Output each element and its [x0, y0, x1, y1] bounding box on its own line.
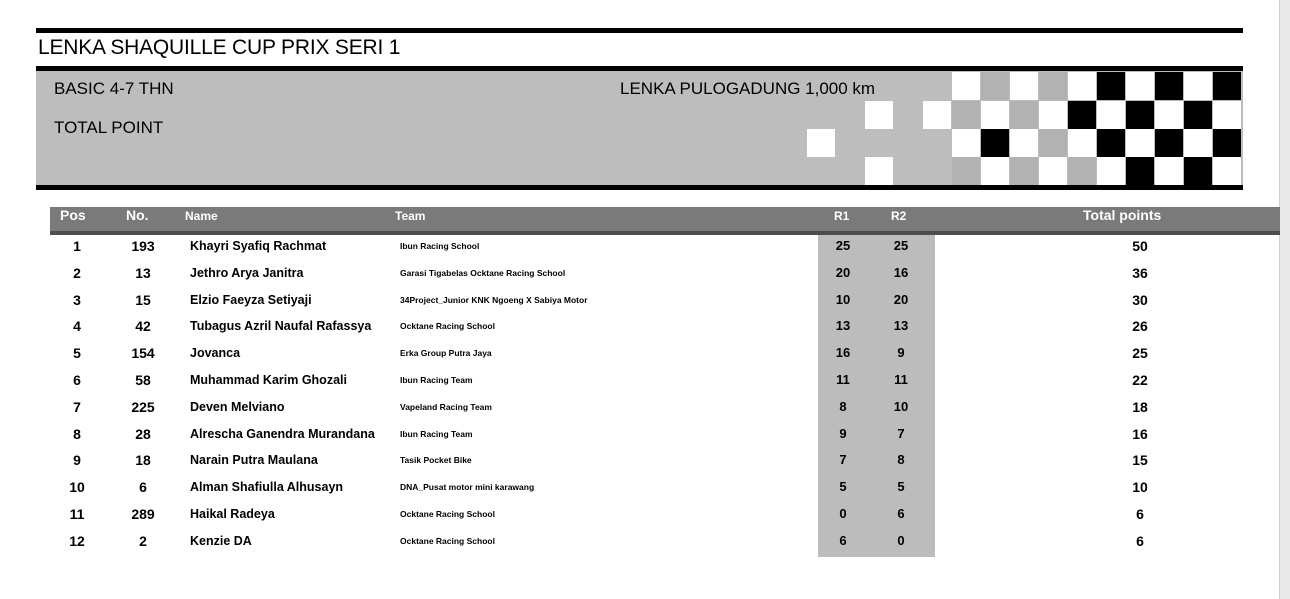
flag-square: [1184, 157, 1212, 185]
round2-points-cell: 13: [893, 318, 909, 334]
col-header-no: No.: [126, 207, 149, 223]
event-title: LENKA SHAQUILLE CUP PRIX SERI 1: [38, 36, 401, 59]
flag-square: [1155, 129, 1183, 157]
total-points-cell: 18: [1132, 398, 1148, 415]
round1-points-cell: 6: [839, 532, 847, 548]
table-header-shadow: [50, 231, 1280, 235]
position-cell: 11: [69, 506, 85, 522]
table-row: [0, 450, 1280, 477]
position-cell: 9: [73, 452, 81, 469]
table-row: [0, 343, 1280, 370]
number-cell: 18: [135, 452, 151, 469]
flag-square: [1213, 129, 1241, 157]
round2-points-cell: 20: [893, 291, 909, 307]
col-header-name: Name: [185, 209, 218, 223]
team-cell: Ibun Racing Team: [400, 375, 473, 385]
number-cell: 289: [131, 506, 155, 522]
flag-square: [981, 129, 1009, 157]
team-cell: Tasik Pocket Bike: [400, 455, 472, 466]
col-header-pos: Pos: [60, 207, 86, 223]
team-cell: Vapeland Racing Team: [400, 401, 492, 412]
total-points-cell: 6: [1136, 506, 1144, 522]
table-row: [0, 531, 1280, 558]
header-bottom-rule: [36, 185, 1243, 190]
round1-points-cell: 16: [835, 345, 851, 361]
number-cell: 6: [139, 479, 147, 496]
flag-square: [1155, 72, 1183, 100]
flag-square: [1097, 157, 1125, 185]
col-header-r2: R2: [891, 209, 907, 223]
rider-name-cell: Tubagus Azril Naufal Rafassya: [190, 319, 372, 334]
table-row: [0, 504, 1280, 531]
col-header-team: Team: [395, 209, 426, 223]
round2-points-cell: 16: [893, 264, 909, 280]
team-cell: Ocktane Racing School: [400, 321, 495, 332]
rider-name-cell: Elzio Faeyza Setiyaji: [190, 292, 312, 307]
team-cell: Erka Group Putra Jaya: [400, 348, 492, 359]
flag-square: [1010, 101, 1038, 129]
team-cell: DNA_Pusat motor mini karawang: [400, 482, 535, 493]
position-cell: 3: [73, 291, 81, 308]
flag-square: [1155, 157, 1183, 185]
number-cell: 2: [139, 532, 147, 549]
round1-points-cell: 10: [835, 291, 851, 307]
number-cell: 58: [135, 372, 151, 388]
round2-points-cell: 7: [897, 425, 905, 441]
total-points-cell: 22: [1132, 372, 1148, 388]
round1-points-cell: 0: [839, 506, 847, 521]
table-row: [0, 236, 1280, 263]
table-row: [0, 397, 1280, 424]
team-cell: Ibun Racing School: [400, 241, 480, 251]
category-label: BASIC 4-7 THN: [54, 79, 174, 98]
number-cell: 15: [135, 291, 151, 308]
team-cell: Ocktane Racing School: [400, 535, 495, 546]
number-cell: 42: [135, 318, 151, 335]
round2-points-cell: 8: [897, 452, 905, 468]
venue-label: LENKA PULOGADUNG 1,000 km: [620, 79, 876, 98]
team-cell: Ocktane Racing School: [400, 509, 495, 519]
table-row: [0, 316, 1280, 343]
position-cell: 4: [73, 318, 81, 335]
number-cell: 154: [131, 345, 155, 362]
top-rule: [36, 28, 1243, 33]
round2-points-cell: 0: [897, 532, 905, 548]
round2-points-cell: 5: [897, 479, 905, 495]
number-cell: 28: [135, 425, 151, 442]
rider-name-cell: Kenzie DA: [190, 533, 252, 548]
flag-square: [1039, 101, 1067, 129]
flag-square: [1010, 157, 1038, 185]
flag-square: [1126, 72, 1154, 100]
table-row: [0, 370, 1280, 397]
flag-square: [1068, 157, 1096, 185]
total-points-cell: 25: [1132, 345, 1148, 362]
round1-points-cell: 5: [839, 479, 847, 495]
position-cell: 5: [73, 345, 81, 362]
position-cell: 1: [73, 238, 81, 254]
flag-square: [807, 129, 835, 157]
flag-square: [865, 101, 893, 129]
position-cell: 6: [73, 372, 81, 388]
total-points-cell: 26: [1132, 318, 1148, 335]
col-header-total: Total points: [1083, 207, 1162, 223]
flag-square: [1068, 129, 1096, 157]
flag-square: [981, 72, 1009, 100]
team-cell: Ibun Racing Team: [400, 428, 473, 439]
round1-points-cell: 7: [839, 452, 847, 468]
flag-square: [952, 101, 980, 129]
rider-name-cell: Khayri Syafiq Rachmat: [190, 239, 327, 253]
flag-square: [1213, 157, 1241, 185]
flag-square: [981, 157, 1009, 185]
flag-square: [1184, 101, 1212, 129]
subtitle-label: TOTAL POINT: [54, 118, 164, 137]
round1-points-cell: 8: [839, 398, 847, 414]
flag-square: [1126, 157, 1154, 185]
flag-square: [1010, 129, 1038, 157]
round1-points-cell: 25: [835, 238, 851, 253]
total-points-cell: 30: [1132, 291, 1148, 308]
round1-points-cell: 20: [835, 264, 851, 280]
round2-points-cell: 9: [897, 345, 905, 361]
table-row: [0, 263, 1280, 290]
flag-square: [1039, 72, 1067, 100]
rider-name-cell: Alrescha Ganendra Murandana: [190, 426, 375, 441]
flag-square: [1097, 129, 1125, 157]
round2-points-cell: 10: [893, 398, 909, 414]
number-cell: 193: [131, 238, 155, 254]
flag-square: [1097, 101, 1125, 129]
flag-square: [1126, 101, 1154, 129]
position-cell: 8: [73, 425, 81, 442]
rider-name-cell: Alman Shafiulla Alhusayn: [190, 480, 344, 495]
total-points-cell: 10: [1132, 479, 1148, 496]
round2-points-cell: 11: [894, 372, 908, 387]
flag-square: [952, 72, 980, 100]
flag-square: [981, 101, 1009, 129]
round2-points-cell: 6: [897, 506, 905, 521]
flag-square: [1068, 72, 1096, 100]
flag-square: [952, 129, 980, 157]
flag-square: [1010, 72, 1038, 100]
flag-square: [1184, 129, 1212, 157]
position-cell: 10: [69, 479, 85, 496]
flag-square: [1097, 72, 1125, 100]
number-cell: 225: [131, 398, 155, 415]
flag-square: [1068, 101, 1096, 129]
round2-points-cell: 25: [893, 238, 909, 253]
total-points-cell: 15: [1132, 452, 1148, 469]
col-header-r1: R1: [834, 209, 850, 223]
total-points-cell: 6: [1136, 532, 1144, 549]
rider-name-cell: Narain Putra Maulana: [190, 453, 318, 468]
position-cell: 2: [73, 264, 81, 281]
flag-square: [1155, 101, 1183, 129]
rider-name-cell: Haikal Radeya: [190, 507, 275, 521]
position-cell: 7: [73, 398, 81, 415]
table-row: [0, 424, 1280, 451]
team-cell: 34Project_Junior KNK Ngoeng X Sabiya Motor: [400, 294, 588, 305]
table-row: [0, 290, 1280, 317]
flag-square: [1184, 72, 1212, 100]
total-points-cell: 50: [1132, 238, 1148, 254]
team-cell: Garasi Tigabelas Ocktane Racing School: [400, 267, 566, 278]
rider-name-cell: Jovanca: [190, 346, 241, 361]
flag-square: [1126, 129, 1154, 157]
flag-square: [1039, 157, 1067, 185]
rider-name-cell: Deven Melviano: [190, 399, 285, 414]
flag-square: [1213, 72, 1241, 100]
total-points-cell: 16: [1132, 425, 1148, 442]
flag-square: [1039, 129, 1067, 157]
round1-points-cell: 11: [836, 372, 850, 387]
number-cell: 13: [135, 264, 151, 281]
round1-points-cell: 9: [839, 425, 847, 441]
flag-square: [1213, 101, 1241, 129]
flag-square: [952, 157, 980, 185]
flag-square: [923, 101, 951, 129]
table-row: [0, 477, 1280, 504]
total-points-cell: 36: [1132, 264, 1148, 281]
rider-name-cell: Muhammad Karim Ghozali: [190, 373, 347, 387]
round1-points-cell: 13: [835, 318, 851, 334]
position-cell: 12: [69, 532, 85, 549]
flag-square: [865, 157, 893, 185]
rider-name-cell: Jethro Arya Janitra: [190, 265, 304, 280]
